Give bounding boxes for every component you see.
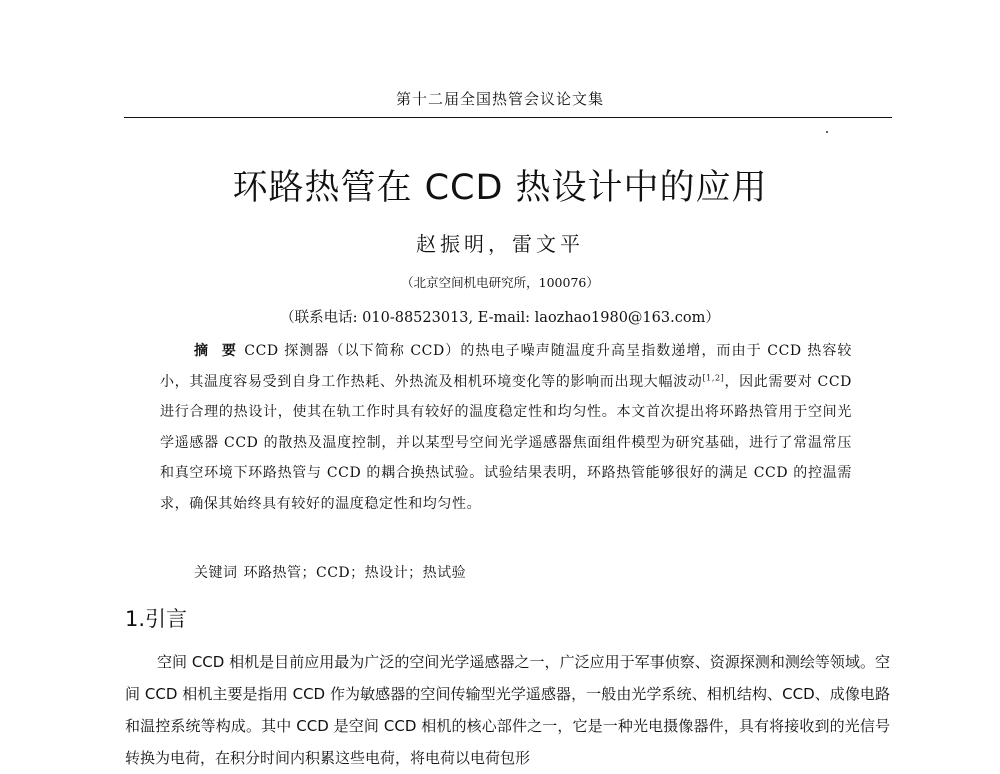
abstract (160, 336, 852, 519)
authors: 赵振明，雷文平 (416, 232, 584, 256)
affiliation: （北京空间机电研究所，100076） (401, 275, 599, 290)
header-rule (124, 117, 892, 118)
paper-title: 环路热管在 CCD 热设计中的应用 (232, 168, 768, 208)
citation-ref: [1,2] (702, 372, 725, 382)
abstract-text-part2: ，因此需要对 CCD 进行合理的热设计，使其在轨工作时具有较好的温度稳定性和均匀性。本文首次提出将环路热管用于空间光学遥感器 CCD 的散热及温度控制，并以某型号空间光学遥感器焦面组件模型为研究基础，进行了常温常压和真空环境下环路热管与 CCD 的耦合换热试验。试验结果表明，环路热管能够很好的满足 CCD 的控温需求，确保其始终具有较好的温度稳定性和均匀性。 (160, 373, 852, 512)
section-heading-introduction: 1.引言 (125, 607, 188, 631)
keywords (194, 562, 466, 582)
abstract-label: 摘 要 (194, 343, 241, 359)
introduction-paragraph: 空间 CCD 相机是目前应用最为广泛的空间光学遥感器之一，广泛应用于军事侦察、资源探测和测绘等领域。空间 CCD 相机主要是指用 CCD 作为敏感器的空间传输型光学遥感器，一般由光学系统、相机结构、CCD、成像电路和温控系统等构成。其中 CCD 是空间 CCD 相机的核心部件之一，它是一种光电摄像器件，具有将接收到的光信号转换为电荷，在积分时间内积累这些电荷，将电荷以电荷包形 (125, 653, 890, 767)
abstract-text-part1: CCD 探测器（以下简称 CCD）的热电子噪声随温度升高呈指数递增，而由于 CCD 热容较小，其温度容易受到自身工作热耗、外热流及相机环境变化等的影响而出现大幅波动 (160, 343, 853, 390)
running-header: 第十二届全国热管会议论文集 (395, 90, 604, 108)
contact-info: （联系电话: 010-88523013, E-mail: laozhao1980@163.com） (280, 310, 720, 326)
keywords-label: 关键词 (194, 565, 238, 581)
scan-speck (826, 131, 828, 133)
keywords-text: 环路热管；CCD；热设计；热试验 (243, 565, 467, 581)
